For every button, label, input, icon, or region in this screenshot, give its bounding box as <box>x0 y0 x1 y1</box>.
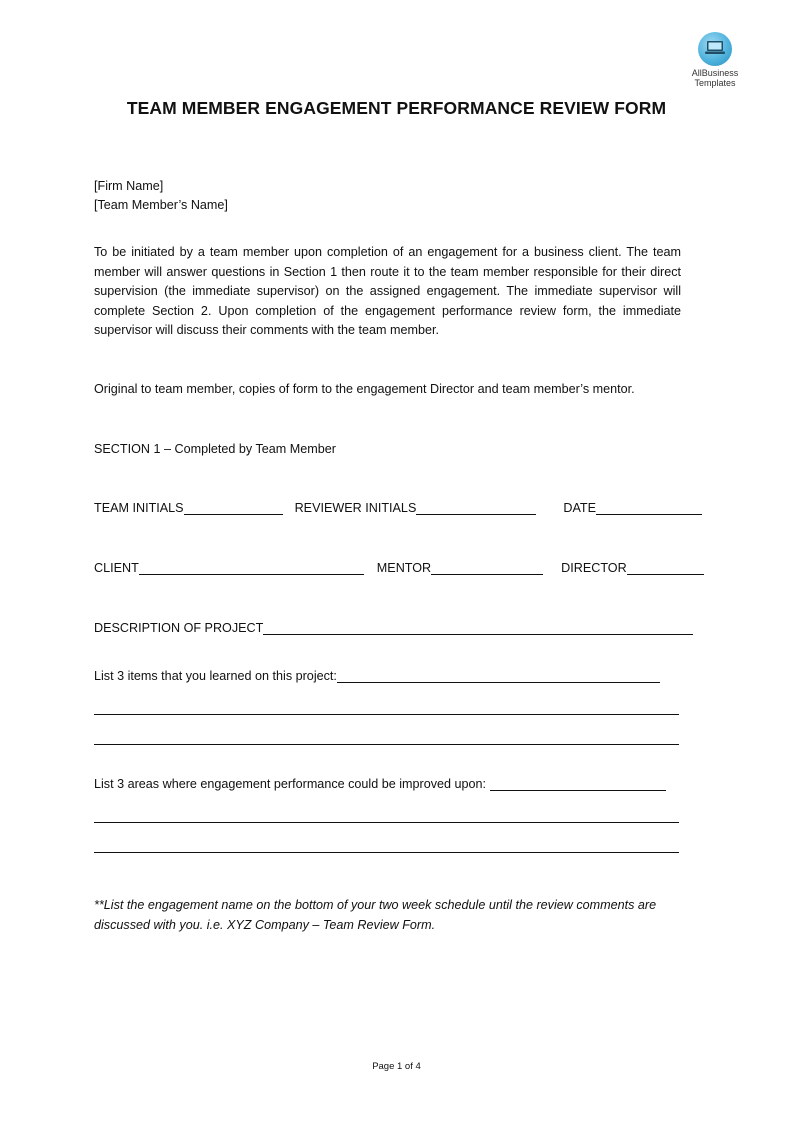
improved-row <box>94 776 666 791</box>
team-member-name: [Team Member’s Name] <box>94 198 228 212</box>
learned-field-1[interactable] <box>337 668 660 683</box>
mentor-field[interactable] <box>431 560 543 575</box>
laptop-icon <box>698 32 732 66</box>
reviewer-initials-field[interactable] <box>416 500 536 515</box>
learned-field-3[interactable] <box>94 744 679 745</box>
page-title: TEAM MEMBER ENGAGEMENT PERFORMANCE REVIEW FORM <box>126 98 667 118</box>
logo-line2: Templates <box>694 78 736 88</box>
reviewer-initials-label: REVIEWER INITIALS <box>294 501 417 515</box>
learned-label: List 3 items that you learned on this project: <box>94 669 337 683</box>
learned-row <box>94 668 660 683</box>
client-row <box>94 560 704 575</box>
date-label: DATE <box>563 501 596 515</box>
mentor-label: MENTOR <box>376 561 432 575</box>
client-label: CLIENT <box>94 561 139 575</box>
team-initials-field[interactable] <box>184 500 283 515</box>
footnote: **List the engagement name on the bottom of your two week schedule until the review comments are discussed with you. i.e. XYZ Company – Team Review Form. <box>94 898 657 932</box>
allbusiness-logo <box>684 32 746 88</box>
description-field[interactable] <box>263 620 693 635</box>
director-field[interactable] <box>627 560 704 575</box>
learned-field-2[interactable] <box>94 714 679 715</box>
description-label: DESCRIPTION OF PROJECT <box>94 621 264 635</box>
logo-text <box>684 68 746 88</box>
director-label: DIRECTOR <box>561 561 627 575</box>
description-row <box>94 620 693 635</box>
improved-label: List 3 areas where engagement performance could be improved upon: <box>94 777 487 791</box>
section1-heading: SECTION 1 – Completed by Team Member <box>94 442 336 456</box>
improved-field-3[interactable] <box>94 852 679 853</box>
page-number: Page 1 of 4 <box>372 1061 421 1072</box>
intro-paragraph: To be initiated by a team member upon completion of an engagement for a business client. The team member will answer questions in Section 1 then route it to the team member responsible for their direct supervision (the immediate supervisor) on the assigned engagement. The immediate supervisor will complete Section 2. Upon completion of the engagement performance review form, the immediate supervisor will discuss their comments with the team member. <box>94 245 681 337</box>
improved-field-2[interactable] <box>94 822 679 823</box>
improved-field-1[interactable] <box>490 776 666 791</box>
logo-line1: AllBusiness <box>691 68 739 78</box>
date-field[interactable] <box>596 500 702 515</box>
firm-name: [Firm Name] <box>94 179 164 193</box>
team-initials-label: TEAM INITIALS <box>94 501 184 515</box>
initials-row <box>94 500 702 515</box>
distribution-note: Original to team member, copies of form to the engagement Director and team member’s mentor. <box>94 382 635 396</box>
client-field[interactable] <box>139 560 364 575</box>
